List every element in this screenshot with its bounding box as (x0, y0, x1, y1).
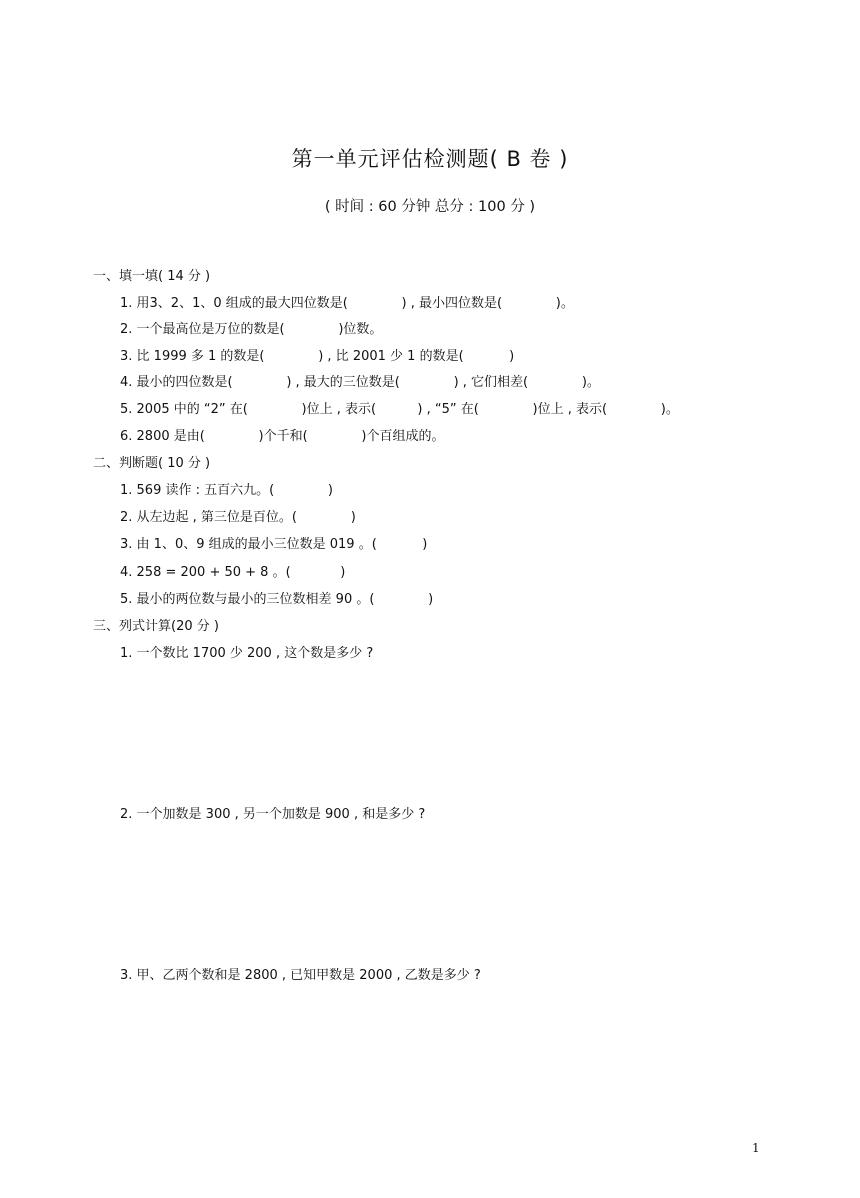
question-item: 2. 一个加数是 300 , 另一个加数是 900 , 和是多少 ? (120, 807, 426, 822)
question-item: 1. 一个数比 1700 少 200 , 这个数是多少 ? (120, 646, 374, 661)
page-number: 1 (752, 1141, 760, 1155)
section-heading-calculation: 三、列式计算(20 分 ) (93, 619, 219, 634)
question-item: 6. 2800 是由( )个千和( )个百组成的。 (120, 429, 445, 444)
section-heading-fill-in: 一、填一填( 14 分 ) (93, 269, 211, 284)
question-item: 1. 569 读作 : 五百六九。( ) (120, 483, 333, 498)
question-item: 4. 最小的四位数是( ) , 最大的三位数是( ) , 它们相差( )。 (120, 375, 600, 390)
question-item: 4. 258 = 200 + 50 + 8 。( ) (120, 565, 346, 580)
question-item: 2. 从左边起 , 第三位是百位。( ) (120, 510, 356, 525)
section-heading-true-false: 二、判断题( 10 分 ) (93, 456, 211, 471)
question-item: 5. 最小的两位数与最小的三位数相差 90 。( ) (120, 592, 434, 607)
question-item: 3. 由 1、0、9 组成的最小三位数是 019 。( ) (120, 537, 428, 552)
page-title: 第一单元评估检测题( B 卷 ) (291, 147, 569, 171)
question-item: 5. 2005 中的 “2” 在( )位上 , 表示( ) , “5” 在( )位上 , 表示( )。 (120, 402, 679, 417)
question-item: 2. 一个最高位是万位的数是( )位数。 (120, 322, 383, 337)
question-item: 3. 甲、乙两个数和是 2800 , 已知甲数是 2000 , 乙数是多少 ? (120, 968, 481, 983)
question-item: 3. 比 1999 多 1 的数是( ) , 比 2001 少 1 的数是( ) (120, 349, 515, 364)
page-subtitle: ( 时间 : 60 分钟 总分 : 100 分 ) (324, 199, 536, 215)
question-item: 1. 用3、2、1、0 组成的最大四位数是( ) , 最小四位数是( )。 (120, 296, 574, 311)
